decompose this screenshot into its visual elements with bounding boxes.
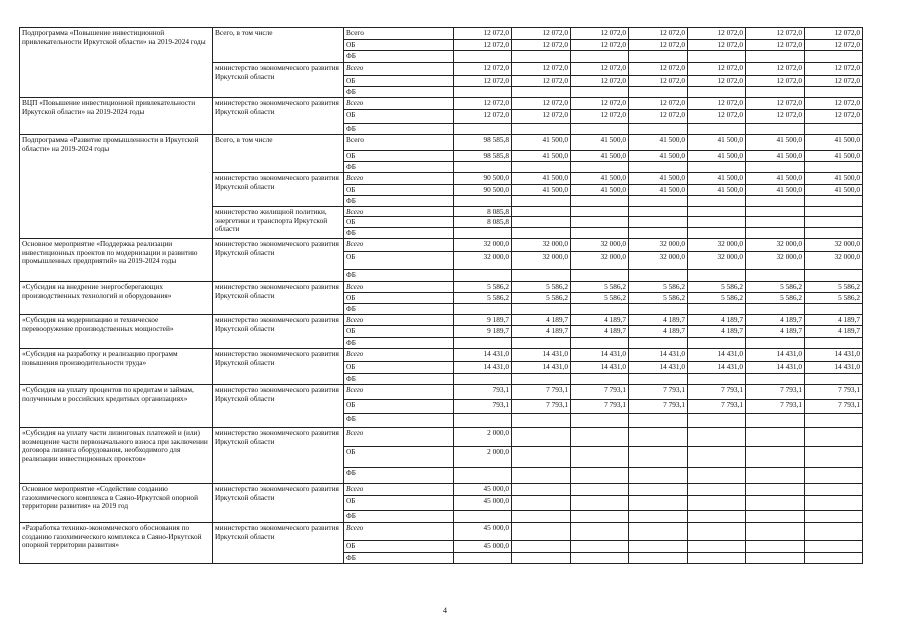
executor-cell: министерство экономического развития Иркутской области [212,281,344,315]
value-cell-ob: 9 189,7 [453,325,512,338]
value-cell-ob: 12 072,0 [745,109,805,124]
value-cell-total: 41 500,0 [570,172,629,185]
value-cell-total: 12 072,0 [453,97,512,110]
value-cell-ob: 12 072,0 [804,39,863,51]
value-cell-fb [570,413,629,428]
value-cell-ob: 5 586,2 [745,292,805,304]
value-cell-ob: 12 072,0 [453,109,512,124]
value-cell-ob: 32 000,0 [511,251,571,270]
value-cell-ob: 41 500,0 [804,184,863,196]
value-cell-fb [628,467,688,484]
value-cell-ob: 12 072,0 [570,109,629,124]
page-number: 4 [443,606,447,615]
executor-cell: министерство экономического развития Иркутской области [212,172,344,207]
program-name-cell: «Субсидия на разработку и реализацию программ повышения производительности труда» [19,348,213,385]
value-cell-ob: 5 586,2 [804,292,863,304]
value-cell-total [745,522,805,541]
source-label-total: Всего [343,206,454,217]
source-label-total: Всего [343,238,454,252]
source-label-total: Всего [343,348,454,362]
value-cell-ob: 7 793,1 [804,399,863,414]
value-cell-total: 98 585,8 [453,134,512,151]
value-cell-total: 32 000,0 [687,238,746,252]
value-cell-ob: 32 000,0 [570,251,629,270]
value-cell-fb [804,467,863,484]
value-cell-total: 5 586,2 [511,281,571,293]
source-label-ob: ОБ [343,75,454,87]
value-cell-total: 12 072,0 [687,27,746,40]
value-cell-ob: 7 793,1 [628,399,688,414]
value-cell-ob: 41 500,0 [745,184,805,196]
value-cell-total: 12 072,0 [804,62,863,76]
source-label-fb: ФБ [343,303,454,315]
value-cell-total: 32 000,0 [453,238,512,252]
value-cell-total: 4 189,7 [745,314,805,326]
value-cell-total: 12 072,0 [570,62,629,76]
value-cell-total: 12 072,0 [511,27,571,40]
value-cell-total: 12 072,0 [804,97,863,110]
value-cell-ob: 98 585,8 [453,150,512,162]
value-cell-total: 32 000,0 [745,238,805,252]
value-cell-ob: 14 431,0 [570,361,629,374]
value-cell-total: 7 793,1 [745,384,805,400]
value-cell-total: 90 500,0 [453,172,512,185]
source-label-ob: ОБ [343,446,454,468]
value-cell-ob: 41 500,0 [570,150,629,162]
source-label-fb: ФБ [343,50,454,63]
value-cell-ob: 32 000,0 [628,251,688,270]
value-cell-total: 12 072,0 [745,27,805,40]
value-cell-fb [687,413,746,428]
executor-cell: министерство экономического развития Иркутской области [212,384,344,428]
value-cell-ob: 7 793,1 [745,399,805,414]
value-cell-total: 4 189,7 [570,314,629,326]
executor-cell: министерство экономического развития Иркутской области [212,522,344,564]
value-cell-total: 12 072,0 [804,27,863,40]
value-cell-ob: 45 000,0 [453,540,512,553]
source-label-ob: ОБ [343,184,454,196]
value-cell-total [511,522,571,541]
value-cell-ob: 12 072,0 [570,39,629,51]
executor-cell: министерство экономического развития Иркутской области [212,97,344,135]
source-label-ob: ОБ [343,361,454,374]
source-label-fb: ФБ [343,413,454,428]
source-label-total: Всего [343,483,454,496]
source-label-total: Всего [343,384,454,400]
value-cell-total: 9 189,7 [453,314,512,326]
value-cell-total: 5 586,2 [570,281,629,293]
value-cell-total: 12 072,0 [628,27,688,40]
value-cell-ob: 12 072,0 [687,109,746,124]
value-cell-total: 8 085,8 [453,206,512,217]
value-cell-total: 41 500,0 [570,134,629,151]
value-cell-total: 14 431,0 [628,348,688,362]
value-cell-total: 41 500,0 [804,172,863,185]
source-label-total: Всего [343,427,454,447]
source-label-ob: ОБ [343,39,454,51]
value-cell-total: 32 000,0 [511,238,571,252]
executor-cell: министерство жилищной политики, энергетики и транспорта Иркутской области [212,206,344,239]
value-cell-total: 12 072,0 [453,27,512,40]
value-cell-total: 5 586,2 [745,281,805,293]
value-cell-ob: 7 793,1 [511,399,571,414]
value-cell-fb [570,467,629,484]
program-name-cell: «Субсидия на внедрение энергосберегающих производственных технологий и оборудования» [19,281,213,315]
source-label-ob: ОБ [343,399,454,414]
program-name-cell: Основное мероприятие «Поддержка реализации инвестиционных проектов по модернизации и развитию промышленных предприятий» на 2019-2024 годы [19,238,213,282]
value-cell-ob: 14 431,0 [628,361,688,374]
value-cell-total: 4 189,7 [628,314,688,326]
source-label-fb: ФБ [343,552,454,564]
value-cell-total: 793,1 [453,384,512,400]
value-cell-ob: 12 072,0 [745,39,805,51]
value-cell-total: 41 500,0 [687,134,746,151]
value-cell-total: 45 000,0 [453,483,512,496]
value-cell-ob [511,446,571,468]
value-cell-total [511,427,571,447]
value-cell-total: 12 072,0 [628,62,688,76]
value-cell-ob: 4 189,7 [628,325,688,338]
value-cell-total: 32 000,0 [570,238,629,252]
value-cell-fb [511,413,571,428]
value-cell-total: 5 586,2 [453,281,512,293]
value-cell-total: 7 793,1 [804,384,863,400]
value-cell-ob [745,495,805,511]
value-cell-ob: 12 072,0 [745,75,805,87]
value-cell-total: 5 586,2 [628,281,688,293]
value-cell-total [745,427,805,447]
value-cell-ob: 2 000,0 [453,446,512,468]
value-cell-total [628,427,688,447]
value-cell-total: 41 500,0 [628,172,688,185]
value-cell-total: 14 431,0 [745,348,805,362]
value-cell-ob: 32 000,0 [687,251,746,270]
source-label-fb: ФБ [343,161,454,173]
executor-cell: министерство экономического развития Иркутской области [212,314,344,349]
value-cell-total: 14 431,0 [804,348,863,362]
value-cell-total: 41 500,0 [628,134,688,151]
executor-cell: министерство экономического развития Иркутской области [212,427,344,484]
value-cell-fb [628,552,688,564]
value-cell-total: 14 431,0 [453,348,512,362]
value-cell-fb [628,413,688,428]
value-cell-total: 41 500,0 [745,172,805,185]
value-cell-ob: 12 072,0 [570,75,629,87]
value-cell-total: 12 072,0 [745,97,805,110]
value-cell-ob: 8 085,8 [453,216,512,228]
value-cell-fb [511,552,571,564]
value-cell-ob: 14 431,0 [511,361,571,374]
value-cell-total [687,427,746,447]
value-cell-total: 12 072,0 [453,62,512,76]
source-label-total: Всего [343,522,454,541]
budget-table [19,27,862,583]
source-label-ob: ОБ [343,251,454,270]
value-cell-fb [745,552,805,564]
value-cell-ob: 12 072,0 [804,109,863,124]
value-cell-total [570,427,629,447]
value-cell-ob: 7 793,1 [570,399,629,414]
value-cell-total: 14 431,0 [570,348,629,362]
program-name-cell: Подпрограмма «Развитие промышленности в Иркутской области» на 2019-2024 годы [19,134,213,239]
program-name-cell: Подпрограмма «Повышение инвестиционной привлекательности Иркутской области» на 2019-2024 годы [19,27,213,98]
value-cell-ob: 4 189,7 [687,325,746,338]
source-label-fb: ФБ [343,337,454,349]
executor-cell: Всего, в том числе [212,27,344,63]
value-cell-ob: 14 431,0 [745,361,805,374]
value-cell-total: 12 072,0 [570,97,629,110]
value-cell-ob: 45 000,0 [453,495,512,511]
source-label-total: Всего [343,97,454,110]
value-cell-ob: 41 500,0 [687,150,746,162]
value-cell-fb [745,413,805,428]
value-cell-ob [628,446,688,468]
value-cell-ob [687,495,746,511]
value-cell-fb [687,467,746,484]
value-cell-fb [453,467,512,484]
value-cell-ob: 4 189,7 [511,325,571,338]
value-cell-ob: 5 586,2 [628,292,688,304]
value-cell-total: 12 072,0 [511,62,571,76]
program-name-cell: «Субсидия на уплату процентов по кредитам и займам, полученным в российских кредитных организациях» [19,384,213,428]
value-cell-total: 41 500,0 [804,134,863,151]
program-name-cell: Основное мероприятие «Содействие созданию газохимического комплекса в Саяно-Иркутской опорной территории развития» на 2019 год [19,483,213,523]
source-label-fb: ФБ [343,227,454,239]
executor-cell: министерство экономического развития Иркутской области [212,483,344,523]
value-cell-total [570,522,629,541]
value-cell-ob: 90 500,0 [453,184,512,196]
value-cell-fb [453,552,512,564]
value-cell-total [804,427,863,447]
source-label-ob: ОБ [343,150,454,162]
value-cell-ob: 41 500,0 [804,150,863,162]
value-cell-ob: 14 431,0 [453,361,512,374]
value-cell-ob: 12 072,0 [687,75,746,87]
value-cell-total: 4 189,7 [804,314,863,326]
value-cell-total: 41 500,0 [511,134,571,151]
value-cell-total: 12 072,0 [570,27,629,40]
source-label-total: Всего [343,134,454,151]
value-cell-total: 41 500,0 [745,134,805,151]
value-cell-total: 12 072,0 [687,97,746,110]
value-cell-total: 12 072,0 [687,62,746,76]
source-label-ob: ОБ [343,495,454,511]
value-cell-total: 5 586,2 [687,281,746,293]
value-cell-total: 2 000,0 [453,427,512,447]
value-cell-ob: 12 072,0 [453,39,512,51]
program-name-cell: ВЦП «Повышение инвестиционной привлекательности Иркутской области» на 2019-2024 годы [19,97,213,135]
value-cell-ob: 41 500,0 [511,150,571,162]
value-cell-ob: 32 000,0 [453,251,512,270]
executor-cell: министерство экономического развития Иркутской области [212,238,344,282]
value-cell-ob: 12 072,0 [511,109,571,124]
value-cell-ob: 5 586,2 [570,292,629,304]
value-cell-fb [687,552,746,564]
value-cell-fb [570,552,629,564]
value-cell-total [687,522,746,541]
value-cell-ob: 41 500,0 [628,150,688,162]
value-cell-ob: 41 500,0 [687,184,746,196]
source-label-ob: ОБ [343,292,454,304]
value-cell-ob: 5 586,2 [511,292,571,304]
source-label-ob: ОБ [343,540,454,553]
value-cell-fb [453,413,512,428]
source-label-ob: ОБ [343,325,454,338]
value-cell-total: 7 793,1 [687,384,746,400]
value-cell-ob: 12 072,0 [687,39,746,51]
executor-cell: министерство экономического развития Иркутской области [212,348,344,385]
source-label-total: Всего [343,27,454,40]
value-cell-ob [687,446,746,468]
value-cell-ob: 793,1 [453,399,512,414]
value-cell-total: 45 000,0 [453,522,512,541]
value-cell-ob [511,495,571,511]
source-label-total: Всего [343,172,454,185]
value-cell-total: 7 793,1 [570,384,629,400]
source-label-ob: ОБ [343,109,454,124]
value-cell-total [804,522,863,541]
value-cell-ob: 41 500,0 [511,184,571,196]
source-label-fb: ФБ [343,195,454,207]
source-label-total: Всего [343,314,454,326]
source-label-fb: ФБ [343,123,454,135]
value-cell-total: 12 072,0 [511,97,571,110]
value-cell-fb [804,552,863,564]
program-name-cell: «Субсидия на уплату части лизинговых платежей и (или) возмещение части первоначального взноса при заключении договора лизинга оборудования, необходимого для реализации инвестиционных проектов» [19,427,213,484]
value-cell-total: 14 431,0 [687,348,746,362]
value-cell-ob: 12 072,0 [511,75,571,87]
value-cell-total: 4 189,7 [687,314,746,326]
value-cell-ob: 32 000,0 [745,251,805,270]
program-name-cell: «Разработка технико-экономического обоснования по созданию газохимического комплекса в Саяно-Иркутской опорной территории развития» [19,522,213,564]
value-cell-ob: 14 431,0 [687,361,746,374]
value-cell-total: 12 072,0 [628,97,688,110]
value-cell-ob: 41 500,0 [570,184,629,196]
value-cell-ob: 4 189,7 [745,325,805,338]
value-cell-ob [570,495,629,511]
value-cell-ob: 12 072,0 [804,75,863,87]
executor-cell: Всего, в том числе [212,134,344,173]
value-cell-total: 4 189,7 [511,314,571,326]
value-cell-ob: 32 000,0 [804,251,863,270]
value-cell-ob: 14 431,0 [804,361,863,374]
program-name-cell: «Субсидия на модернизацию и техническое перевооружение производственных мощностей» [19,314,213,349]
value-cell-total: 7 793,1 [511,384,571,400]
value-cell-total: 32 000,0 [804,238,863,252]
value-cell-ob: 12 072,0 [628,75,688,87]
value-cell-ob: 4 189,7 [804,325,863,338]
value-cell-ob [804,446,863,468]
value-cell-ob: 7 793,1 [687,399,746,414]
value-cell-fb [804,413,863,428]
value-cell-ob: 12 072,0 [628,109,688,124]
source-label-fb: ФБ [343,510,454,523]
source-label-total: Всего [343,62,454,76]
value-cell-fb [745,467,805,484]
value-cell-ob [804,495,863,511]
source-label-fb: ФБ [343,86,454,98]
value-cell-ob: 12 072,0 [628,39,688,51]
source-label-fb: ФБ [343,269,454,282]
value-cell-ob: 5 586,2 [687,292,746,304]
source-label-fb: ФБ [343,467,454,484]
value-cell-ob: 12 072,0 [511,39,571,51]
source-label-fb: ФБ [343,373,454,385]
source-label-total: Всего [343,281,454,293]
value-cell-total: 7 793,1 [628,384,688,400]
value-cell-ob: 4 189,7 [570,325,629,338]
source-label-ob: ОБ [343,216,454,228]
value-cell-ob: 5 586,2 [453,292,512,304]
value-cell-ob [570,446,629,468]
value-cell-ob [745,446,805,468]
value-cell-total: 5 586,2 [804,281,863,293]
value-cell-total: 12 072,0 [745,62,805,76]
value-cell-fb [511,467,571,484]
value-cell-ob: 41 500,0 [745,150,805,162]
executor-cell: министерство экономического развития Иркутской области [212,62,344,98]
value-cell-total: 41 500,0 [687,172,746,185]
value-cell-total: 41 500,0 [511,172,571,185]
value-cell-total [628,522,688,541]
value-cell-total: 14 431,0 [511,348,571,362]
value-cell-total: 32 000,0 [628,238,688,252]
value-cell-ob [628,495,688,511]
value-cell-ob: 41 500,0 [628,184,688,196]
value-cell-ob: 12 072,0 [453,75,512,87]
